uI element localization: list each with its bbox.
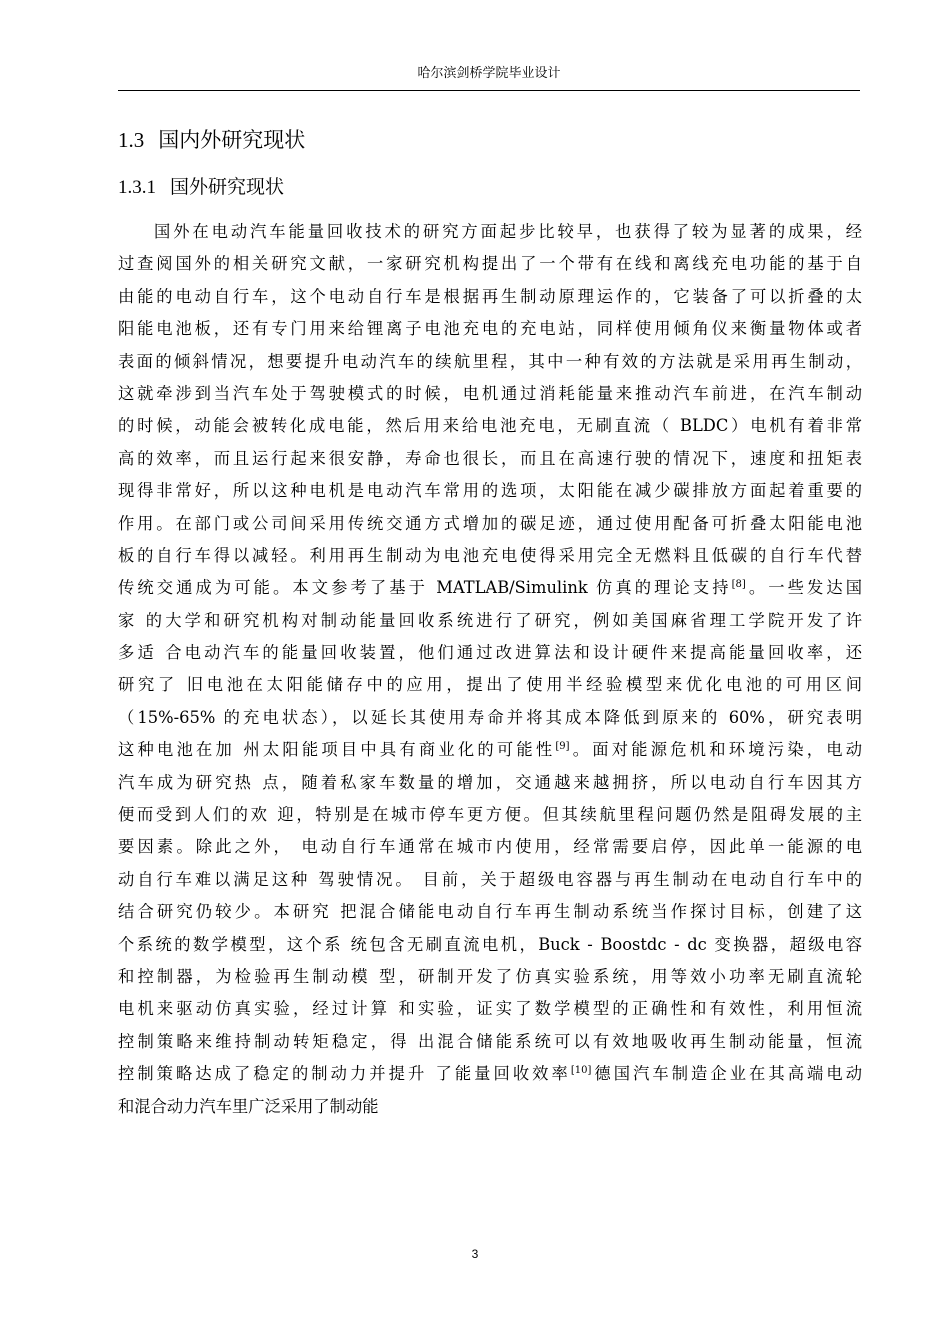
text-segment: 德国汽车制造企业在其高端电动 (591, 1064, 862, 1084)
text-line: 控制策略来维持制动转矩稳定，得 出混合储能系统可以有效地吸收再生制动能量，恒流 (118, 1031, 862, 1051)
citation-8: [8] (731, 579, 746, 591)
text-line (118, 1058, 862, 1090)
body-paragraph (118, 216, 862, 1123)
subsection-title: 国外研究现状 (170, 176, 285, 198)
text-line: 这就牵涉到当汽车处于驾驶模式的时候，电机通过消耗能量来推动汽车前进，在汽车制动 (118, 383, 862, 403)
text-line: 多适 合电动汽车的能量回收装置，他们通过改进算法和设计硬件来提高能量回收率，还 (118, 643, 862, 663)
text-segment: 。一些发达国 (745, 578, 862, 598)
section-heading (118, 125, 305, 155)
text-line: 和控制器，为检验再生制动模 型，研制开发了仿真实验系统，用等效小功率无刷直流轮 (118, 966, 862, 986)
text-segment: 传统交通成为可能。本文参考了基于 MATLAB/Simulink 仿真的理论支持 (118, 578, 732, 598)
text-line: 过查阅国外的相关研究文献，一家研究机构提出了一个带有在线和离线充电功能的基于自 (118, 254, 862, 274)
text-line: 研究了 旧电池在太阳能储存中的应用，提出了使用半经验模型来优化电池的可用区间 (118, 675, 862, 695)
text-segment: 这种电池在加 州太阳能项目中具有商业化的可能性 (118, 740, 556, 760)
text-line: 结合研究仍较少。本研究 把混合储能电动自行车再生制动系统当作探讨目标，创建了这 (118, 902, 862, 922)
page-number: 3 (471, 1247, 479, 1261)
text-line: 板的自行车得以减轻。利用再生制动为电池充电使得采用完全无燃料且低碳的自行车代替 (118, 545, 862, 565)
section-title: 国内外研究现状 (158, 128, 306, 152)
text-line (118, 572, 862, 604)
text-line: 汽车成为研究热 点，随着私家车数量的增加，交通越来越拥挤，所以电动自行车因其方 (118, 772, 862, 792)
text-line: 动自行车难以满足这种 驾驶情况。 目前，关于超级电容器与再生制动在电动自行车中的 (118, 869, 862, 889)
citation-9: [9] (555, 741, 570, 753)
text-line (118, 734, 862, 766)
text-line: 国外在电动汽车能量回收技术的研究方面起步比较早，也获得了较为显著的成果，经 (154, 222, 862, 241)
text-line: 作用。在部门或公司间采用传统交通方式增加的碳足迹，通过使用配备可折叠太阳能电池 (118, 513, 862, 533)
text-line: 家 的大学和研究机构对制动能量回收系统进行了研究，例如美国麻省理工学院开发了许 (118, 610, 862, 630)
text-line: 电机来驱动仿真实验，经过计算 和实验，证实了数学模型的正确性和有效性，利用恒流 (118, 999, 862, 1019)
subsection-heading (118, 173, 284, 202)
text-line: 由能的电动自行车，这个电动自行车是根据再生制动原理运作的，它装备了可以折叠的太 (118, 286, 862, 306)
citation-10: [10] (570, 1065, 592, 1077)
text-segment: 。面对能源危机和环境污染，电动 (569, 740, 862, 760)
text-line: 便而受到人们的欢 迎，特别是在城市停车更方便。但其续航里程问题仍然是阻碍发展的主 (118, 805, 862, 825)
text-line: 个系统的数学模型，这个系 统包含无刷直流电机，Buck - Boostdc - dc 变换器，超级电容 (118, 934, 862, 954)
text-line: 要因素。除此之外， 电动自行车通常在城市内使用，经常需要启停，因此单一能源的电 (118, 837, 862, 857)
text-line: 高的效率，而且运行起来很安静，寿命也很长，而且在高速行驶的情况下，速度和扭矩表 (118, 448, 862, 468)
subsection-number: 1.3.1 (118, 177, 156, 198)
section-number: 1.3 (118, 128, 145, 152)
page-header (118, 64, 860, 91)
text-line: 表面的倾斜情况，想要提升电动汽车的续航里程，其中一种有效的方法就是采用再生制动， (118, 351, 862, 371)
text-line: 阳能电池板，还有专门用来给锂离子电池充电的充电站，同样使用倾角仪来衡量物体或者 (118, 319, 862, 339)
text-line: 和混合动力汽车里广泛采用了制动能 (118, 1096, 379, 1116)
header-title: 哈尔滨剑桥学院毕业设计 (417, 66, 561, 81)
text-line: 现得非常好，所以这种电机是电动汽车常用的选项，太阳能在减少碳排放方面起着重要的 (118, 481, 862, 501)
text-line: 的时候，动能会被转化成电能，然后用来给电池充电，无刷直流（ BLDC）电机有着非常 (118, 416, 862, 436)
text-line: （15%-65% 的充电状态），以延长其使用寿命并将其成本降低到原来的 60%，研究表明 (118, 707, 862, 727)
text-segment: 控制策略达成了稳定的制动力并提升 了能量回收效率 (118, 1064, 571, 1084)
